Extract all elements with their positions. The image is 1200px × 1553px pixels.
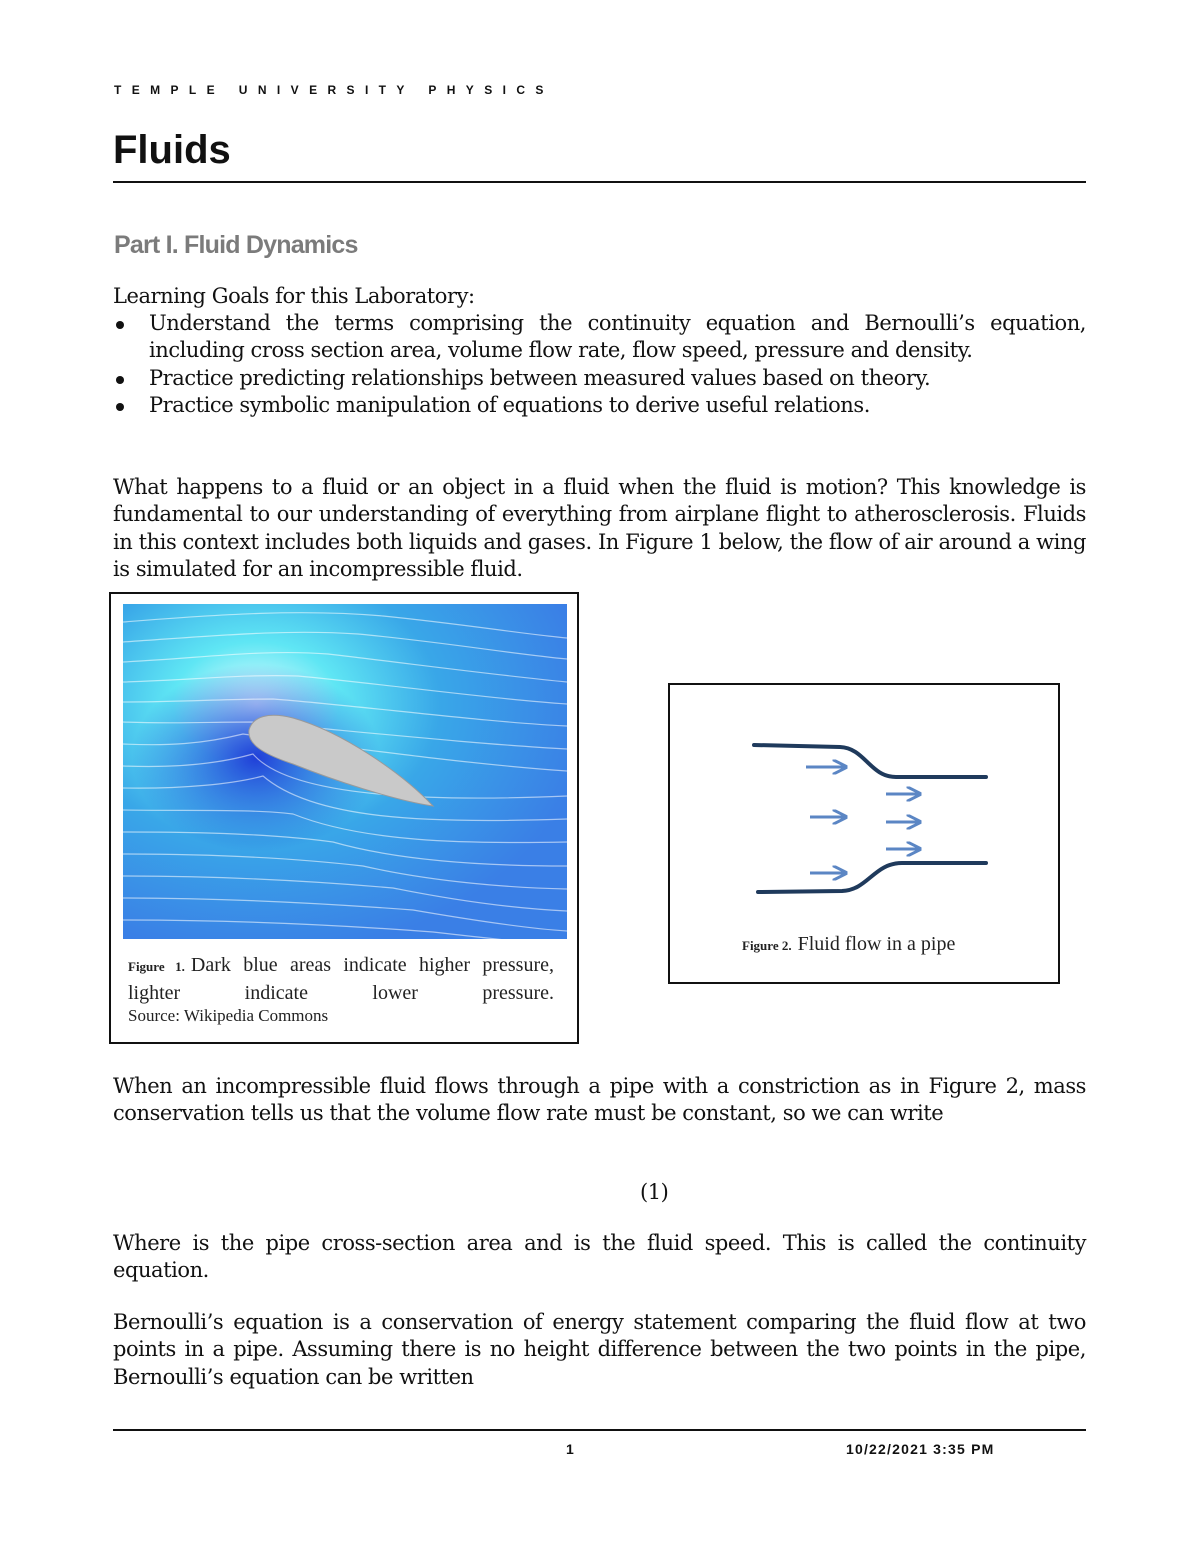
page-number: 1 xyxy=(566,1441,574,1457)
intro-paragraph: What happens to a fluid or an object in a fluid when the fluid is motion? This knowledge is fundamental to our understanding of everything from airplane flight to atherosclerosis. Fluids in this context includes both liquids and gases. In Figure 1 below, the flow of air around a wing is simulated for an incompressible fluid. xyxy=(113,475,1086,581)
page-title: Fluids xyxy=(113,128,231,172)
figure-2 xyxy=(668,683,1060,984)
figure-1-caption-text: Dark blue areas indicate higher pressure, lighter indicate lower pressure. xyxy=(128,954,554,1004)
goals-list xyxy=(113,310,1086,419)
continuity-where-paragraph: Where is the pipe cross-section area and is the fluid speed. This is called the continuity equation. xyxy=(113,1231,1086,1283)
goal-item: Practice symbolic manipulation of equations to derive useful relations. xyxy=(113,392,1086,419)
airfoil-simulation-image xyxy=(123,604,567,939)
equation-number: (1) xyxy=(640,1180,669,1204)
goal-item: Understand the terms comprising the continuity equation and Bernoulli’s equation, including cross section area, volume flow rate, flow speed, pressure and density. xyxy=(113,310,1086,365)
continuity-paragraph: When an incompressible fluid flows through a pipe with a constriction as in Figure 2, mass conservation tells us that the volume flow rate must be constant, so we can write xyxy=(113,1074,1086,1126)
title-divider xyxy=(113,181,1086,183)
organization-header: TEMPLE UNIVERSITY PHYSICS xyxy=(114,83,554,97)
footer-datetime: 10/22/2021 3:35 PM xyxy=(846,1441,995,1457)
goals-heading: Learning Goals for this Laboratory: xyxy=(113,284,475,308)
figure-2-caption-text: Fluid flow in a pipe xyxy=(797,933,956,955)
footer-divider xyxy=(113,1429,1086,1431)
figure-1 xyxy=(109,592,579,1044)
figure-1-label: Figure 1. xyxy=(128,959,185,974)
figure-2-caption xyxy=(742,933,955,956)
section-heading: Part I. Fluid Dynamics xyxy=(114,231,358,259)
goal-item: Practice predicting relationships between measured values based on theory. xyxy=(113,365,1086,392)
figure-1-source: Source: Wikipedia Commons xyxy=(128,1006,329,1025)
figure-2-label: Figure 2. xyxy=(742,938,792,953)
figure-1-caption xyxy=(128,952,554,1007)
bernoulli-paragraph: Bernoulli’s equation is a conservation of energy statement comparing the fluid flow at two points in a pipe. Assuming there is no height difference between the two points in the pipe, Bernoulli’s equation can be written xyxy=(113,1310,1086,1389)
